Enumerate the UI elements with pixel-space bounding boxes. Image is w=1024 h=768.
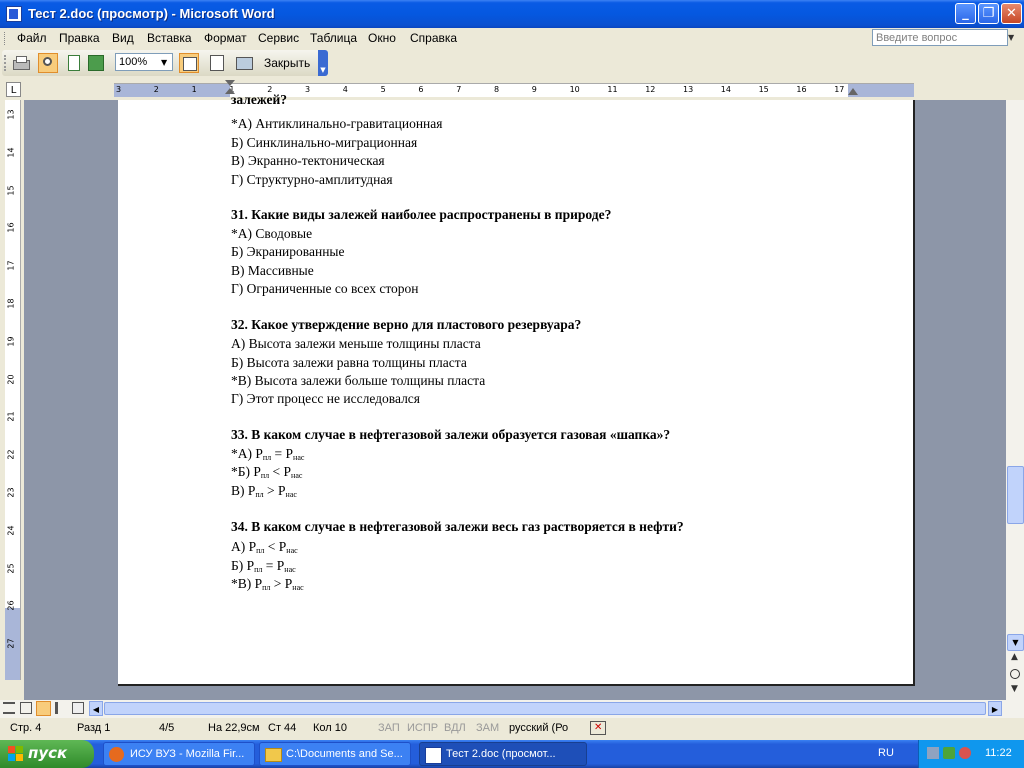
vruler-tick-label: 26 (6, 600, 16, 611)
word-icon (425, 747, 442, 764)
vruler-tick-label: 13 (6, 109, 16, 120)
ruler-tick-label: 11 (607, 85, 618, 94)
status-extend[interactable]: ВДЛ (444, 722, 466, 734)
vruler-tick-label: 25 (6, 563, 16, 574)
menu-bar (0, 28, 1024, 49)
select-browse-object-icon[interactable] (1010, 669, 1020, 679)
status-position: На 22,9см (208, 722, 260, 734)
vruler-tick-label: 14 (6, 147, 16, 158)
vruler-tick-label: 22 (6, 449, 16, 460)
windows-logo-icon (8, 746, 23, 761)
q30-answer-b: Б) Синклинально-миграционная (231, 135, 418, 150)
vruler-tick-label: 27 (6, 638, 16, 649)
task-explorer-label: C:\Documents and Se... (286, 748, 403, 760)
ruler-tick-label: 9 (531, 85, 537, 94)
menu-tools[interactable]: Сервис (258, 31, 300, 45)
word-app-icon[interactable] (6, 6, 22, 22)
q34-text: В каком случае в нефтегазовой залежи весь газ растворяется в нефти? (251, 519, 684, 534)
menu-file[interactable]: Файл (17, 31, 47, 45)
ruler-tick-label: 12 (645, 85, 656, 94)
task-firefox[interactable] (103, 742, 255, 766)
web-view-icon[interactable] (20, 702, 32, 714)
ruler-tick-label: 15 (758, 85, 769, 94)
ruler-tick-label: 1 (229, 85, 235, 94)
q31-number: 31. (231, 207, 248, 222)
menu-edit[interactable]: Правка (59, 31, 100, 45)
normal-view-icon[interactable] (3, 702, 15, 714)
ruler-tick-label: 3 (116, 85, 122, 94)
multiple-pages-icon[interactable] (86, 53, 106, 73)
q34-number: 34. (231, 519, 248, 534)
ruler-tick-label: 1 (191, 85, 197, 94)
ruler-tick-label: 5 (380, 85, 386, 94)
menu-insert[interactable]: Вставка (147, 31, 192, 45)
ruler-tick-label: 8 (494, 85, 500, 94)
menu-format[interactable]: Формат (204, 31, 247, 45)
reading-layout-view-icon[interactable] (72, 702, 84, 714)
task-word[interactable] (419, 742, 587, 766)
taskbar (0, 740, 1024, 768)
scroll-right-icon[interactable]: ▶ (988, 701, 1002, 716)
previous-page-icon[interactable]: ▲ (1011, 652, 1018, 662)
spelling-check-icon[interactable]: ✕ (590, 721, 606, 735)
vertical-ruler[interactable] (5, 100, 21, 680)
next-page-icon[interactable]: ▼ (1011, 684, 1018, 694)
indent-marker-right[interactable] (848, 88, 858, 95)
shrink-to-fit-icon[interactable] (207, 53, 227, 73)
start-label: пуск (28, 744, 68, 762)
horizontal-scroll-thumb[interactable] (104, 702, 986, 715)
view-ruler-icon[interactable] (179, 53, 199, 73)
toolbar-grip (4, 55, 8, 71)
menu-grip (4, 32, 8, 45)
q34-answer-b: Б) $P_{пл} = P_{нас}$ (231, 558, 296, 574)
zoom-select[interactable]: 100% (115, 53, 173, 71)
q34-answer-c: *В) $P_{пл} > P_{нас}$ (231, 576, 304, 592)
help-search-input[interactable]: Введите вопрос (872, 29, 1008, 46)
status-track-changes[interactable]: ИСПР (407, 722, 439, 734)
print-preview-toolbar (2, 50, 328, 76)
close-button[interactable]: ✕ (1001, 3, 1022, 24)
q33-answer-b: *Б) $P_{пл} < P_{нас}$ (231, 464, 303, 480)
q34-answer-a: А) $P_{пл} < P_{нас}$ (231, 539, 298, 555)
task-explorer[interactable] (259, 742, 411, 766)
q33-answer-a: *А) $P_{пл} = P_{нас}$ (231, 446, 305, 462)
q33-answer-c: В) $P_{пл} > P_{нас}$ (231, 483, 297, 499)
start-button[interactable] (0, 740, 94, 768)
q31-answer-c: В) Массивные (231, 263, 314, 278)
one-page-icon[interactable] (63, 53, 83, 73)
q30-answer-c: В) Экранно-тектоническая (231, 153, 385, 168)
ruler-tick-label: 6 (418, 85, 424, 94)
menu-view[interactable]: Вид (112, 31, 134, 45)
ruler-tick-label: 13 (683, 85, 694, 94)
ruler-tick-label: 16 (796, 85, 807, 94)
magnifier-icon[interactable] (38, 53, 58, 73)
q33-text: В каком случае в нефтегазовой залежи образуется газовая «шапка»? (251, 427, 671, 442)
status-language[interactable]: русский (Ро (509, 722, 569, 734)
vruler-tick-label: 23 (6, 487, 16, 498)
scroll-down-icon[interactable]: ▼ (1007, 634, 1024, 651)
q33-question (231, 427, 670, 443)
status-page: Стр. 4 (10, 722, 42, 734)
security-icon[interactable] (959, 747, 971, 759)
ruler-tick-label: 3 (305, 85, 311, 94)
vertical-scrollbar[interactable] (1006, 100, 1024, 700)
vruler-tick-label: 17 (6, 260, 16, 271)
toolbar-options-icon[interactable]: ▼ (318, 50, 328, 76)
q32-text: Какое утверждение верно для пластового резервуара? (251, 317, 582, 332)
q31-answer-b: Б) Экранированные (231, 244, 345, 259)
ruler-tick-label: 14 (720, 85, 731, 94)
scroll-left-icon[interactable]: ◀ (89, 701, 103, 716)
q32-answer-d: Г) Этот процесс не исследовался (231, 391, 421, 406)
status-line: Ст 44 (268, 722, 297, 734)
status-column: Кол 10 (313, 722, 347, 734)
q32-number: 32. (231, 317, 248, 332)
print-layout-view-icon[interactable] (36, 701, 51, 716)
vruler-tick-label: 18 (6, 298, 16, 309)
title-bar (0, 0, 1024, 28)
status-bar (0, 718, 1024, 740)
q31-question (231, 207, 611, 223)
print-icon[interactable] (11, 53, 31, 73)
q32-question (231, 317, 581, 333)
q32-answer-c: *В) Высота залежи больше толщины пласта (231, 373, 486, 388)
folder-icon (265, 748, 282, 762)
q31-text: Какие виды залежей наиболее распространены в природе? (251, 207, 612, 222)
q30-answer-d: Г) Структурно-амплитудная (231, 172, 393, 187)
menu-table[interactable]: Таблица (310, 31, 358, 45)
language-indicator[interactable]: RU (878, 747, 894, 759)
q33-number: 33. (231, 427, 248, 442)
firefox-icon (109, 747, 124, 762)
q31-answer-a: *А) Сводовые (231, 226, 313, 241)
q31-answer-d: Г) Ограниченные со всех сторон (231, 281, 419, 296)
close-preview-button[interactable]: Закрыть (264, 56, 311, 70)
antivirus-icon[interactable] (943, 747, 955, 759)
ruler-tick-label: 4 (342, 85, 348, 94)
vruler-tick-label: 24 (6, 525, 16, 536)
task-firefox-label: ИСУ ВУЗ - Mozilla Fir... (130, 748, 245, 760)
clock: 11:22 (985, 747, 1012, 759)
zoom-dropdown-icon[interactable]: ▼ (161, 58, 168, 67)
q30-answer-a: *А) Антиклинально-гравитационная (231, 116, 443, 131)
ruler-tick-label: 7 (456, 85, 462, 94)
q32-answer-a: А) Высота залежи меньше толщины пласта (231, 336, 481, 351)
status-page-count: 4/5 (159, 722, 175, 734)
help-search-dropdown-icon[interactable]: ▼ (1008, 33, 1015, 42)
vruler-tick-label: 19 (6, 336, 16, 347)
ruler-tick-label: 17 (834, 85, 845, 94)
vruler-tick-label: 15 (6, 185, 16, 196)
horizontal-scrollbar-area (0, 700, 1024, 718)
status-overtype[interactable]: ЗАМ (476, 722, 500, 734)
partial-question-line: залежей? (231, 92, 287, 107)
task-word-label: Тест 2.doc (просмот... (446, 748, 556, 760)
outline-view-icon[interactable] (55, 702, 67, 714)
ruler-tick-label: 2 (267, 85, 273, 94)
maximize-button[interactable]: ❐ (978, 3, 999, 24)
q34-question (231, 519, 684, 535)
network-icon[interactable] (927, 747, 939, 759)
window-title: Тест 2.doc (просмотр) - Microsoft Word (28, 6, 275, 21)
vertical-scroll-thumb[interactable] (1007, 466, 1024, 524)
tab-selector[interactable]: L (6, 82, 21, 97)
vruler-tick-label: 20 (6, 374, 16, 385)
q32-answer-b: Б) Высота залежи равна толщины пласта (231, 355, 467, 370)
menu-help[interactable]: Справка (410, 31, 458, 45)
vruler-tick-label: 21 (6, 411, 16, 422)
ruler-tick-label: 10 (569, 85, 580, 94)
status-section: Разд 1 (77, 722, 111, 734)
minimize-button[interactable]: _ (955, 3, 976, 24)
vruler-tick-label: 16 (6, 222, 16, 233)
system-tray (918, 740, 1024, 768)
status-record[interactable]: ЗАП (378, 722, 400, 734)
full-screen-icon[interactable] (234, 53, 254, 73)
ruler-tick-label: 2 (153, 85, 159, 94)
menu-window[interactable]: Окно (368, 31, 396, 45)
